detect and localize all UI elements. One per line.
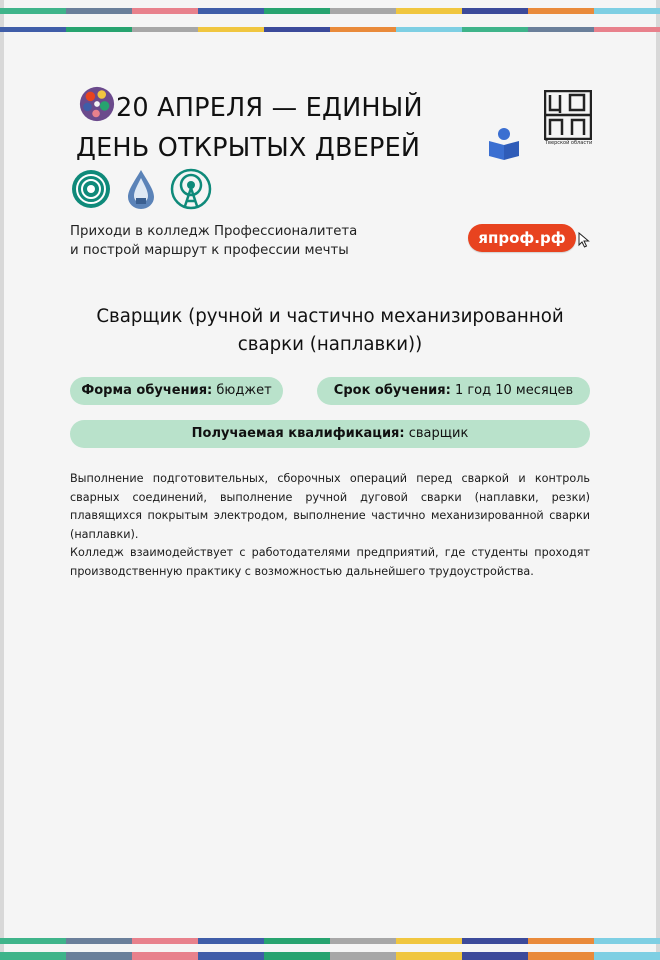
subtitle-line2: и построй маршрут к профессии мечты <box>70 243 349 258</box>
stripe-segment <box>132 27 198 32</box>
study-term-label: Срок обучения: <box>333 383 451 398</box>
stripe-segment <box>198 938 264 944</box>
stripe-segment <box>330 952 396 960</box>
subtitle <box>70 222 410 260</box>
page-frame-right <box>656 0 660 960</box>
stripe-segment <box>264 27 330 32</box>
color-stripe-bottom-secondary <box>0 952 660 960</box>
stripe-segment <box>0 938 66 944</box>
stripe-segment <box>264 8 330 14</box>
stripe-segment <box>462 938 528 944</box>
stripe-segment <box>330 27 396 32</box>
stripe-segment <box>198 952 264 960</box>
stripe-segment <box>198 8 264 14</box>
stripe-segment <box>66 952 132 960</box>
stripe-segment <box>528 938 594 944</box>
stripe-segment <box>264 938 330 944</box>
stripe-segment <box>396 938 462 944</box>
stripe-segment <box>132 952 198 960</box>
stripe-segment <box>264 952 330 960</box>
study-form-pill <box>70 377 283 405</box>
stripe-segment <box>462 27 528 32</box>
stripe-segment <box>0 952 66 960</box>
stripe-segment <box>66 8 132 14</box>
qualification-label: Получаемая квалификация: <box>191 426 405 441</box>
event-title-line2: ДЕНЬ ОТКРЫТЫХ ДВЕРЕЙ <box>76 133 421 163</box>
site-link-badge[interactable]: япроф.рф <box>468 224 576 252</box>
description-paragraph-1: Выполнение подготовительных, сборочных операций перед сваркой и контроль сварных соединений, выполнение ручной дуговой сварки (наплавки, резки) плавящихся покрытым электродом, выполнение частично механизированной сварки (наплавки). <box>70 472 590 541</box>
stripe-segment <box>396 8 462 14</box>
stripe-segment <box>462 8 528 14</box>
color-stripe-top <box>0 8 660 14</box>
book-reader-icon <box>486 126 522 162</box>
stripe-segment <box>528 27 594 32</box>
stripe-segment <box>0 27 66 32</box>
color-stripe-bottom <box>0 938 660 944</box>
stripe-segment <box>594 938 660 944</box>
stripe-segment <box>528 952 594 960</box>
profession-title-line1: Сварщик (ручной и частично механизированной <box>96 306 564 327</box>
study-term-value: 1 год 10 месяцев <box>454 383 574 398</box>
page-frame-left <box>0 0 4 960</box>
stripe-segment <box>0 8 66 14</box>
water-drop-icon <box>124 168 158 210</box>
stripe-segment <box>594 8 660 14</box>
wood-rings-icon <box>70 168 112 210</box>
profession-title <box>70 303 590 359</box>
color-stripe-top-secondary <box>0 27 660 32</box>
stripe-segment <box>330 8 396 14</box>
event-title <box>76 88 516 168</box>
stripe-segment <box>396 27 462 32</box>
logo-region-label: Тверской области <box>545 140 593 146</box>
stripe-segment <box>198 27 264 32</box>
stripe-segment <box>66 938 132 944</box>
description <box>70 470 590 581</box>
stripe-segment <box>462 952 528 960</box>
event-title-line1: 20 АПРЕЛЯ — ЕДИНЫЙ <box>116 93 423 123</box>
study-form-label: Форма обучения: <box>81 383 213 398</box>
profession-title-line2: сварки (наплавки)) <box>237 334 423 355</box>
signal-tower-icon <box>170 168 212 210</box>
stripe-segment <box>330 938 396 944</box>
study-term-pill <box>317 377 590 405</box>
stripe-segment <box>132 8 198 14</box>
subtitle-line1: Приходи в колледж Профессионалитета <box>70 224 358 239</box>
stripe-segment <box>396 952 462 960</box>
stripe-segment <box>594 27 660 32</box>
copp-logo-icon <box>544 90 592 140</box>
qualification-pill <box>70 420 590 448</box>
study-form-value: бюджет <box>216 383 272 398</box>
stripe-segment <box>528 8 594 14</box>
qualification-value: сварщик <box>408 426 469 441</box>
stripe-segment <box>66 27 132 32</box>
cursor-icon <box>578 232 590 248</box>
description-paragraph-2: Колледж взаимодействует с работодателями предприятий, где студенты проходят производственную практику с возможностью дальнейшего трудоустройства. <box>70 546 590 578</box>
stripe-segment <box>594 952 660 960</box>
stripe-segment <box>132 938 198 944</box>
